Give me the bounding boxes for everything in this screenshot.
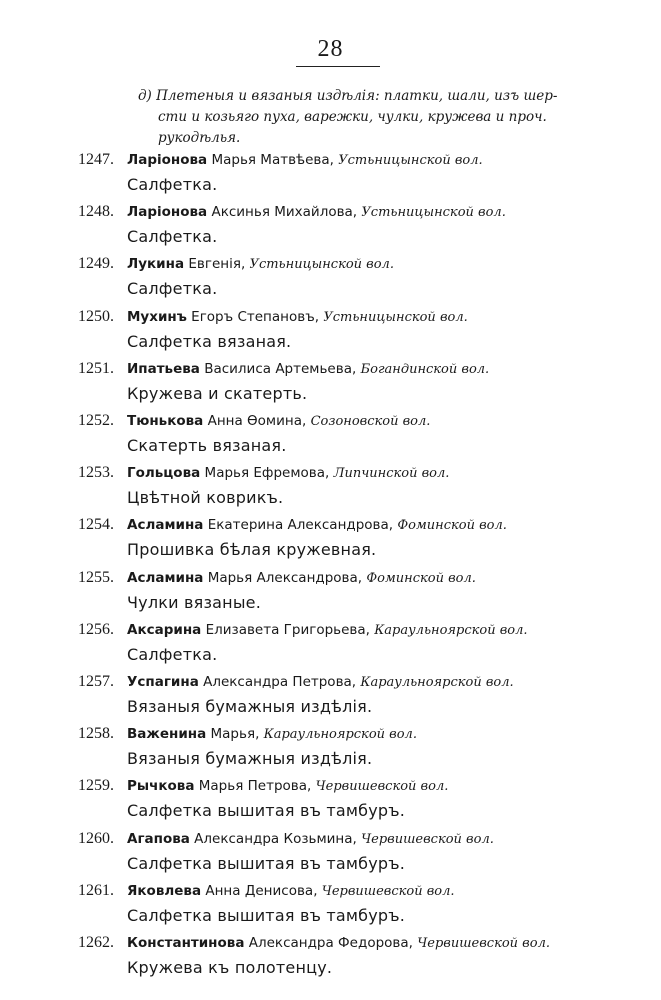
page-number: 28 <box>317 36 344 62</box>
exhibitor-line <box>127 150 483 171</box>
exhibit-item: Салфетка вышитая въ тамбуръ. <box>127 801 406 821</box>
exhibit-item: Вязаныя бумажныя издѣлія. <box>127 749 373 769</box>
exhibitor-surname: Важенина <box>127 726 207 743</box>
entry-number: 1257. <box>78 673 114 690</box>
list-item <box>0 829 661 881</box>
exhibitor-surname: Рычкова <box>127 778 195 795</box>
exhibitor-surname: Асламина <box>127 517 204 534</box>
entry-number: 1249. <box>78 255 114 273</box>
entry-number: 1262. <box>78 934 114 951</box>
exhibitor-given-name: Евгенія, <box>188 256 246 273</box>
exhibitor-line <box>127 463 449 484</box>
exhibitor-district: Червишевской вол. <box>361 831 494 847</box>
entry-number: 1256. <box>78 620 114 638</box>
entry-number: 1261. <box>78 881 114 899</box>
section-heading-line: сти и козьяго пуха, варежки, чулки, кружева и проч. <box>158 109 547 125</box>
exhibitor-line <box>127 776 448 797</box>
exhibitor-line <box>127 254 394 275</box>
list-item <box>0 620 661 672</box>
exhibitor-line <box>127 359 489 380</box>
exhibitor-line <box>127 620 528 641</box>
exhibit-item: Прошивка бѣлая кружевная. <box>127 540 377 560</box>
entry-number: 1251. <box>78 359 114 377</box>
list-item <box>0 881 661 933</box>
exhibit-item: Салфетка. <box>127 644 218 664</box>
list-item <box>0 933 661 985</box>
exhibit-item: Салфетка. <box>127 279 218 299</box>
exhibitor-surname: Успагина <box>127 674 199 690</box>
exhibit-item: Чулки вязаные. <box>127 592 262 612</box>
entry-number: 1250. <box>78 307 114 325</box>
list-item <box>0 150 661 202</box>
list-item <box>0 515 661 567</box>
exhibitor-surname: Ларіонова <box>127 152 208 168</box>
entry-number: 1254. <box>78 516 114 534</box>
exhibitor-surname: Тюнькова <box>127 413 204 429</box>
exhibit-item: Кружева къ полотенцу. <box>127 958 333 977</box>
exhibitor-given-name: Аксинья Михайлова, <box>211 204 358 221</box>
exhibitor-surname: Ларіонова <box>127 204 208 221</box>
exhibitor-district: Фоминской вол. <box>397 518 507 534</box>
exhibitor-district: Устьницынской вол. <box>338 153 483 168</box>
list-item <box>0 411 661 463</box>
entry-number: 1255. <box>78 568 114 586</box>
exhibitor-surname: Асламина <box>127 569 204 586</box>
entry-number: 1248. <box>78 203 114 221</box>
exhibitor-district: Устьницынской вол. <box>361 205 506 221</box>
exhibit-item: Салфетка вышитая въ тамбуръ. <box>127 853 406 873</box>
exhibit-item: Скатерть вязаная. <box>127 436 287 455</box>
exhibitor-district: Червишевской вол. <box>315 779 449 795</box>
exhibit-item: Цвѣтной коврикъ. <box>127 488 284 508</box>
exhibitor-given-name: Марья Матвѣева, <box>211 152 334 168</box>
exhibitor-line <box>127 411 430 432</box>
exhibitor-district: Червишевской вол. <box>417 936 550 951</box>
exhibit-item: Кружева и скатерть. <box>127 383 308 403</box>
exhibitor-district: Червишевской вол. <box>321 883 455 899</box>
exhibitor-surname: Лукина <box>127 256 185 273</box>
exhibitor-line <box>127 829 494 850</box>
list-item <box>0 568 661 620</box>
list-item <box>0 254 661 306</box>
exhibitor-district: Караульноярской вол. <box>360 675 514 690</box>
exhibitor-given-name: Александра Козьмина, <box>194 830 357 847</box>
exhibitor-line <box>127 307 468 328</box>
exhibitor-line <box>127 202 506 223</box>
entry-number: 1258. <box>78 725 114 743</box>
exhibitor-given-name: Марья Ефремова, <box>204 465 330 482</box>
list-item <box>0 672 661 724</box>
entry-number: 1252. <box>78 412 114 429</box>
exhibitor-given-name: Александра Петрова, <box>203 674 357 690</box>
exhibitor-district: Фоминской вол. <box>366 570 476 586</box>
list-item <box>0 463 661 515</box>
exhibitor-line <box>127 724 417 745</box>
exhibitor-given-name: Елизавета Григорьева, <box>205 621 370 638</box>
exhibitor-surname: Агапова <box>127 830 190 847</box>
list-item <box>0 307 661 359</box>
entry-number: 1247. <box>78 151 114 168</box>
exhibitor-district: Липчинской вол. <box>333 466 450 482</box>
exhibitor-given-name: Анна Денисова, <box>205 882 318 899</box>
exhibitor-given-name: Марья, <box>210 726 260 743</box>
section-heading-line: д) Плетеныя и вязаныя издѣлія: платки, шали, изъ шер- <box>138 88 558 104</box>
exhibitor-given-name: Анна Ѳомина, <box>207 413 307 429</box>
exhibitor-given-name: Марья Петрова, <box>198 778 312 795</box>
exhibitor-surname: Мухинъ <box>127 308 187 325</box>
section-heading <box>138 86 608 149</box>
exhibitor-district: Устьницынской вол. <box>323 309 468 325</box>
exhibitor-surname: Ипатьева <box>127 360 200 377</box>
exhibitor-given-name: Василиса Артемьева, <box>204 360 357 377</box>
exhibitor-given-name: Егоръ Степановъ, <box>191 308 320 325</box>
exhibitor-district: Караульноярской вол. <box>374 622 528 638</box>
exhibitor-line <box>127 515 507 536</box>
exhibitor-given-name: Марья Александрова, <box>207 569 363 586</box>
list-item <box>0 202 661 254</box>
exhibitor-line <box>127 881 455 902</box>
entry-number: 1260. <box>78 829 114 847</box>
exhibit-item: Салфетка. <box>127 227 218 247</box>
exhibit-item: Вязаныя бумажныя издѣлія. <box>127 697 373 716</box>
exhibit-item: Салфетка. <box>127 175 218 194</box>
exhibitor-given-name: Екатерина Александрова, <box>207 517 394 534</box>
exhibit-item: Салфетка вышитая въ тамбуръ. <box>127 905 406 925</box>
list-item <box>0 776 661 828</box>
exhibitor-surname: Гольцова <box>127 465 201 482</box>
list-item <box>0 724 661 776</box>
exhibitor-line <box>127 672 514 693</box>
exhibitor-surname: Яковлева <box>127 882 202 899</box>
exhibit-item: Салфетка вязаная. <box>127 331 292 351</box>
entry-number: 1259. <box>78 777 114 795</box>
section-heading-line: рукодѣлья. <box>158 130 241 146</box>
exhibitor-district: Караульноярской вол. <box>263 727 417 743</box>
entry-number: 1253. <box>78 464 114 482</box>
exhibitor-district: Богандинской вол. <box>360 361 490 377</box>
exhibitor-surname: Аксарина <box>127 621 202 638</box>
exhibitor-line <box>127 568 476 589</box>
exhibitor-given-name: Александра Федорова, <box>248 935 413 951</box>
exhibitor-surname: Константинова <box>127 935 245 951</box>
exhibitor-line <box>127 933 550 954</box>
exhibitor-district: Созоновской вол. <box>310 414 431 429</box>
list-item <box>0 359 661 411</box>
page-number-rule <box>296 66 380 67</box>
exhibitor-district: Устьницынской вол. <box>249 257 394 273</box>
